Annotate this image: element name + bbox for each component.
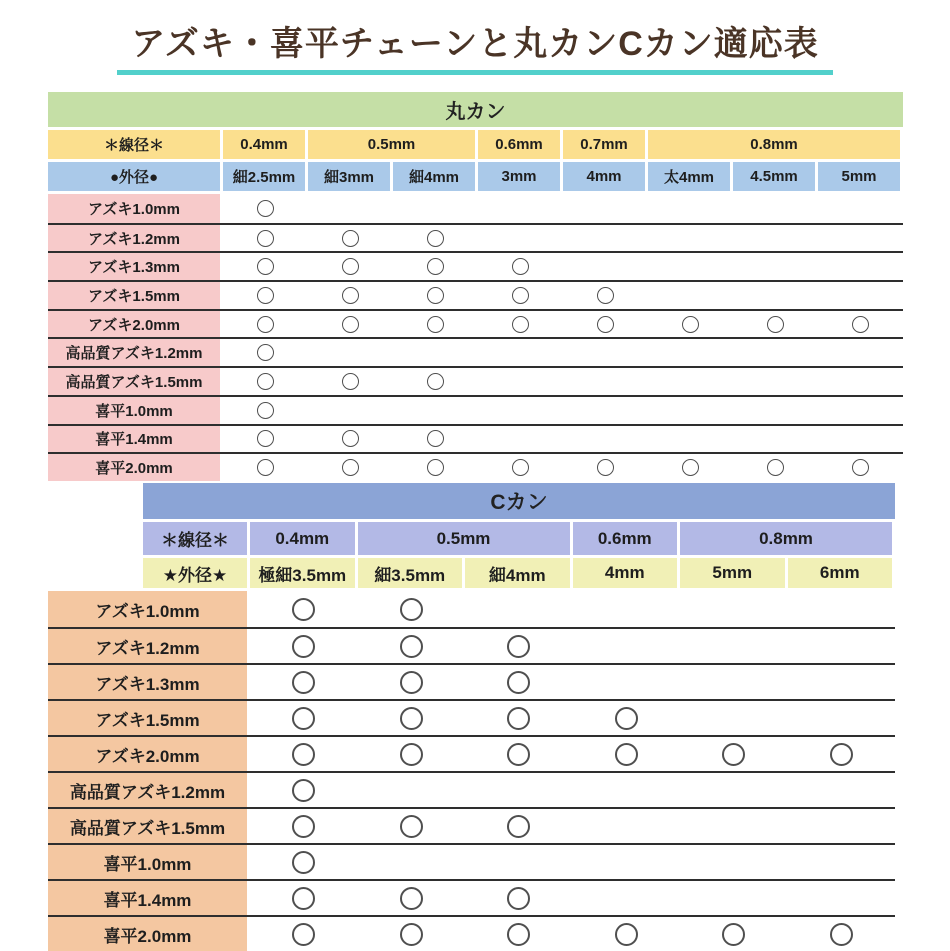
c-kan-row-label: アズキ1.5mm [48, 701, 247, 735]
c-kan-compat-cell-5mm [680, 591, 788, 627]
maru-kan-compat-cell-4mm [563, 454, 648, 481]
maru-kan-row-label: アズキ1.5mm [48, 282, 220, 309]
maru-kan-row-label: 喜平1.4mm [48, 426, 220, 453]
c-kan-compat-cell-4mm [573, 845, 681, 879]
maru-kan-compat-cell-太4mm [648, 426, 733, 453]
compatible-circle-mark [342, 459, 359, 476]
compatible-circle-mark [257, 402, 274, 419]
maru-kan-compat-cell-細2.5mm [223, 368, 308, 395]
compatible-circle-mark [427, 373, 444, 390]
maru-kan-compat-cell-5mm [818, 454, 903, 481]
maru-kan-compat-cell-細3mm [308, 339, 393, 366]
maru-kan-compat-cell-細4mm [393, 368, 478, 395]
maru-kan-compat-cell-細3mm [308, 311, 393, 338]
maru-kan-compat-cell-細4mm [393, 253, 478, 280]
maru-kan-outer-col-4mm: 4mm [563, 162, 645, 191]
c-kan-row-label: 喜平2.0mm [48, 917, 247, 951]
maru-kan-compat-cell-細3mm [308, 454, 393, 481]
maru-kan-outer-diameter-label: ●外径● [48, 162, 220, 191]
maru-kan-compat-cell-3mm [478, 368, 563, 395]
compatible-circle-mark [257, 430, 274, 447]
maru-kan-compat-cell-細4mm [393, 426, 478, 453]
maru-kan-compat-cell-太4mm [648, 194, 733, 223]
c-kan-wire-group-0.8mm: 0.8mm [680, 522, 892, 555]
maru-kan-compat-cell-4mm [563, 339, 648, 366]
c-kan-compat-cell-細3.5mm [358, 629, 466, 663]
c-kan-compat-cell-細4mm [465, 845, 573, 879]
compatible-circle-mark [400, 671, 423, 694]
c-kan-compat-cell-細3.5mm [358, 773, 466, 807]
maru-kan-compat-cell-5mm [818, 311, 903, 338]
c-kan-wire-group-0.4mm: 0.4mm [250, 522, 355, 555]
compatible-circle-mark [852, 316, 869, 333]
maru-kan-wire-diameter-row [48, 130, 903, 159]
page-title: アズキ・喜平チェーンと丸カンCカン適応表 [117, 14, 833, 75]
c-kan-compat-cell-細4mm [465, 737, 573, 771]
maru-kan-compat-cell-5mm [818, 194, 903, 223]
c-kan-row-label: アズキ1.2mm [48, 629, 247, 663]
maru-kan-compat-cell-3mm [478, 311, 563, 338]
c-kan-row-label: 喜平1.4mm [48, 881, 247, 915]
c-kan-table-title: Cカン [143, 483, 895, 519]
compatible-circle-mark [830, 743, 853, 766]
maru-kan-compat-cell-5mm [818, 339, 903, 366]
compatible-circle-mark [512, 459, 529, 476]
c-kan-compat-cell-細3.5mm [358, 809, 466, 843]
maru-kan-compat-cell-細3mm [308, 282, 393, 309]
maru-kan-compat-cell-太4mm [648, 253, 733, 280]
compatible-circle-mark [342, 258, 359, 275]
c-kan-compat-cell-細4mm [465, 773, 573, 807]
maru-kan-table [48, 92, 903, 481]
maru-kan-compat-cell-4.5mm [733, 282, 818, 309]
c-kan-row-アズキ1.2mm [48, 627, 895, 663]
maru-kan-row-label: アズキ1.0mm [48, 194, 220, 223]
c-kan-row-label: アズキ1.3mm [48, 665, 247, 699]
maru-kan-compat-cell-4.5mm [733, 339, 818, 366]
maru-kan-compat-cell-4mm [563, 311, 648, 338]
c-kan-table-body [48, 591, 895, 951]
maru-kan-compat-cell-4mm [563, 282, 648, 309]
maru-kan-compat-cell-太4mm [648, 339, 733, 366]
maru-kan-compat-cell-細2.5mm [223, 454, 308, 481]
maru-kan-outer-col-太4mm: 太4mm [648, 162, 730, 191]
maru-kan-compat-cell-太4mm [648, 454, 733, 481]
compatible-circle-mark [292, 923, 315, 946]
compatible-circle-mark [257, 316, 274, 333]
c-kan-row-アズキ1.5mm [48, 699, 895, 735]
c-kan-compat-cell-極細3.5mm [250, 917, 358, 951]
compatible-circle-mark [342, 373, 359, 390]
maru-kan-compat-cell-3mm [478, 339, 563, 366]
c-kan-compat-cell-細4mm [465, 629, 573, 663]
maru-kan-compat-cell-太4mm [648, 282, 733, 309]
c-kan-row-label: アズキ1.0mm [48, 591, 247, 627]
compatible-circle-mark [292, 743, 315, 766]
compatible-circle-mark [342, 287, 359, 304]
maru-kan-compat-cell-5mm [818, 253, 903, 280]
compatible-circle-mark [342, 230, 359, 247]
c-kan-wire-group-0.6mm: 0.6mm [573, 522, 678, 555]
c-kan-compat-cell-極細3.5mm [250, 881, 358, 915]
c-kan-row-アズキ1.0mm [48, 591, 895, 627]
c-kan-outer-diameter-label: ★外径★ [143, 558, 247, 588]
maru-kan-compat-cell-5mm [818, 225, 903, 252]
c-kan-compat-cell-4mm [573, 881, 681, 915]
maru-kan-compat-cell-4.5mm [733, 225, 818, 252]
compatible-circle-mark [292, 671, 315, 694]
compatible-circle-mark [512, 258, 529, 275]
c-kan-compat-cell-6mm [788, 629, 896, 663]
maru-kan-compat-cell-細4mm [393, 194, 478, 223]
c-kan-compat-cell-6mm [788, 701, 896, 735]
maru-kan-wire-group-0.6mm: 0.6mm [478, 130, 560, 159]
c-kan-compat-cell-細3.5mm [358, 881, 466, 915]
compatible-circle-mark [512, 316, 529, 333]
compatible-circle-mark [292, 635, 315, 658]
c-kan-compat-cell-極細3.5mm [250, 665, 358, 699]
c-kan-row-高品質アズキ1.5mm [48, 807, 895, 843]
maru-kan-wire-diameter-label: ＊線径＊ [48, 130, 220, 159]
c-kan-compat-cell-4mm [573, 629, 681, 663]
c-kan-row-label: 喜平1.0mm [48, 845, 247, 879]
maru-kan-row-label: アズキ1.3mm [48, 253, 220, 280]
maru-kan-outer-col-5mm: 5mm [818, 162, 900, 191]
c-kan-table [48, 483, 895, 951]
maru-kan-outer-col-3mm: 3mm [478, 162, 560, 191]
maru-kan-wire-group-0.5mm: 0.5mm [308, 130, 475, 159]
maru-kan-compat-cell-細2.5mm [223, 397, 308, 424]
compatible-circle-mark [427, 230, 444, 247]
maru-kan-compat-cell-太4mm [648, 397, 733, 424]
compatible-circle-mark [400, 707, 423, 730]
compatible-circle-mark [507, 923, 530, 946]
maru-kan-compat-cell-5mm [818, 397, 903, 424]
maru-kan-row-アズキ1.3mm [48, 251, 903, 280]
maru-kan-compat-cell-4mm [563, 253, 648, 280]
maru-kan-wire-group-0.7mm: 0.7mm [563, 130, 645, 159]
maru-kan-row-label: 高品質アズキ1.2mm [48, 339, 220, 366]
compatible-circle-mark [597, 459, 614, 476]
c-kan-compat-cell-4mm [573, 701, 681, 735]
compatible-circle-mark [292, 598, 315, 621]
maru-kan-compat-cell-細2.5mm [223, 282, 308, 309]
c-kan-row-喜平1.0mm [48, 843, 895, 879]
c-kan-compat-cell-6mm [788, 809, 896, 843]
maru-kan-compat-cell-4.5mm [733, 426, 818, 453]
c-kan-compat-cell-5mm [680, 845, 788, 879]
maru-kan-compat-cell-5mm [818, 426, 903, 453]
c-kan-compat-cell-4mm [573, 809, 681, 843]
c-kan-row-アズキ1.3mm [48, 663, 895, 699]
c-kan-compat-cell-極細3.5mm [250, 629, 358, 663]
maru-kan-compat-cell-3mm [478, 454, 563, 481]
maru-kan-compat-cell-3mm [478, 282, 563, 309]
c-kan-compat-cell-5mm [680, 665, 788, 699]
maru-kan-compat-cell-3mm [478, 225, 563, 252]
c-kan-compat-cell-6mm [788, 737, 896, 771]
c-kan-compat-cell-4mm [573, 737, 681, 771]
c-kan-compat-cell-細3.5mm [358, 665, 466, 699]
c-kan-compat-cell-細4mm [465, 881, 573, 915]
maru-kan-compat-cell-細3mm [308, 426, 393, 453]
c-kan-compat-cell-4mm [573, 665, 681, 699]
maru-kan-compat-cell-細3mm [308, 368, 393, 395]
compatible-circle-mark [427, 459, 444, 476]
c-kan-wire-group-0.5mm: 0.5mm [358, 522, 570, 555]
maru-kan-compat-cell-4mm [563, 194, 648, 223]
maru-kan-compat-cell-細4mm [393, 225, 478, 252]
c-kan-wire-diameter-row [143, 522, 895, 555]
compatible-circle-mark [257, 344, 274, 361]
maru-kan-outer-col-細2.5mm: 細2.5mm [223, 162, 305, 191]
maru-kan-compat-cell-4mm [563, 426, 648, 453]
compatible-circle-mark [292, 887, 315, 910]
compatible-circle-mark [722, 923, 745, 946]
c-kan-outer-col-細3.5mm: 細3.5mm [358, 558, 463, 588]
maru-kan-compat-cell-太4mm [648, 368, 733, 395]
c-kan-row-高品質アズキ1.2mm [48, 771, 895, 807]
maru-kan-row-高品質アズキ1.5mm [48, 366, 903, 395]
maru-kan-row-喜平1.4mm [48, 424, 903, 453]
c-kan-compat-cell-6mm [788, 917, 896, 951]
compatible-circle-mark [400, 815, 423, 838]
compatible-circle-mark [507, 671, 530, 694]
c-kan-compat-cell-極細3.5mm [250, 701, 358, 735]
maru-kan-compat-cell-4mm [563, 397, 648, 424]
c-kan-compat-cell-極細3.5mm [250, 591, 358, 627]
maru-kan-wire-group-0.4mm: 0.4mm [223, 130, 305, 159]
maru-kan-compat-cell-細4mm [393, 339, 478, 366]
compatible-circle-mark [400, 635, 423, 658]
c-kan-compat-cell-6mm [788, 845, 896, 879]
maru-kan-compat-cell-細3mm [308, 397, 393, 424]
compatible-circle-mark [292, 851, 315, 874]
maru-kan-row-アズキ1.5mm [48, 280, 903, 309]
compatible-circle-mark [767, 459, 784, 476]
compatible-circle-mark [400, 887, 423, 910]
c-kan-compat-cell-細4mm [465, 591, 573, 627]
maru-kan-compat-cell-4.5mm [733, 253, 818, 280]
compatible-circle-mark [767, 316, 784, 333]
maru-kan-wire-group-0.8mm: 0.8mm [648, 130, 900, 159]
compatible-circle-mark [427, 287, 444, 304]
compatible-circle-mark [507, 743, 530, 766]
c-kan-compat-cell-5mm [680, 737, 788, 771]
c-kan-row-喜平2.0mm [48, 915, 895, 951]
c-kan-wire-diameter-label: ＊線径＊ [143, 522, 247, 555]
c-kan-outer-col-4mm: 4mm [573, 558, 678, 588]
c-kan-compat-cell-6mm [788, 881, 896, 915]
compatible-circle-mark [507, 887, 530, 910]
maru-kan-compat-cell-細2.5mm [223, 194, 308, 223]
compatible-circle-mark [292, 779, 315, 802]
maru-kan-compat-cell-3mm [478, 397, 563, 424]
compatible-circle-mark [852, 459, 869, 476]
c-kan-compat-cell-5mm [680, 881, 788, 915]
maru-kan-compat-cell-3mm [478, 426, 563, 453]
maru-kan-compat-cell-細4mm [393, 454, 478, 481]
compatible-circle-mark [615, 743, 638, 766]
maru-kan-row-label: 喜平2.0mm [48, 454, 220, 481]
compatible-circle-mark [682, 459, 699, 476]
maru-kan-compat-cell-細3mm [308, 194, 393, 223]
c-kan-compat-cell-細3.5mm [358, 701, 466, 735]
compatible-circle-mark [292, 707, 315, 730]
compatible-circle-mark [257, 200, 274, 217]
compatible-circle-mark [400, 743, 423, 766]
c-kan-compat-cell-5mm [680, 701, 788, 735]
maru-kan-compat-cell-細2.5mm [223, 339, 308, 366]
compatible-circle-mark [342, 316, 359, 333]
compatible-circle-mark [257, 373, 274, 390]
compatible-circle-mark [257, 230, 274, 247]
maru-kan-compat-cell-細4mm [393, 282, 478, 309]
c-kan-compat-cell-細3.5mm [358, 737, 466, 771]
maru-kan-compat-cell-細2.5mm [223, 253, 308, 280]
compatible-circle-mark [427, 258, 444, 275]
compatible-circle-mark [682, 316, 699, 333]
c-kan-outer-col-細4mm: 細4mm [465, 558, 570, 588]
maru-kan-row-label: 喜平1.0mm [48, 397, 220, 424]
maru-kan-compat-cell-4.5mm [733, 454, 818, 481]
compatible-circle-mark [400, 598, 423, 621]
maru-kan-compat-cell-4mm [563, 368, 648, 395]
compatible-circle-mark [507, 635, 530, 658]
c-kan-row-label: 高品質アズキ1.5mm [48, 809, 247, 843]
compatible-circle-mark [597, 316, 614, 333]
c-kan-compat-cell-細3.5mm [358, 845, 466, 879]
c-kan-compat-cell-4mm [573, 591, 681, 627]
maru-kan-table-title: 丸カン [48, 92, 903, 127]
compatible-circle-mark [830, 923, 853, 946]
c-kan-compat-cell-6mm [788, 665, 896, 699]
maru-kan-compat-cell-5mm [818, 368, 903, 395]
maru-kan-outer-col-細3mm: 細3mm [308, 162, 390, 191]
c-kan-compat-cell-4mm [573, 773, 681, 807]
maru-kan-compat-cell-4.5mm [733, 311, 818, 338]
maru-kan-compat-cell-3mm [478, 194, 563, 223]
maru-kan-compat-cell-太4mm [648, 225, 733, 252]
compatible-circle-mark [427, 430, 444, 447]
compatible-circle-mark [597, 287, 614, 304]
c-kan-outer-col-極細3.5mm: 極細3.5mm [250, 558, 355, 588]
maru-kan-row-アズキ1.2mm [48, 223, 903, 252]
maru-kan-compat-cell-4.5mm [733, 194, 818, 223]
c-kan-row-アズキ2.0mm [48, 735, 895, 771]
c-kan-compat-cell-細4mm [465, 665, 573, 699]
compatible-circle-mark [615, 923, 638, 946]
maru-kan-compat-cell-細2.5mm [223, 426, 308, 453]
c-kan-row-label: 高品質アズキ1.2mm [48, 773, 247, 807]
c-kan-compat-cell-極細3.5mm [250, 773, 358, 807]
c-kan-row-喜平1.4mm [48, 879, 895, 915]
compatible-circle-mark [257, 287, 274, 304]
maru-kan-compat-cell-細4mm [393, 311, 478, 338]
c-kan-compat-cell-細4mm [465, 917, 573, 951]
maru-kan-row-label: アズキ1.2mm [48, 225, 220, 252]
c-kan-compat-cell-細4mm [465, 701, 573, 735]
maru-kan-compat-cell-太4mm [648, 311, 733, 338]
maru-kan-row-喜平2.0mm [48, 452, 903, 481]
c-kan-compat-cell-極細3.5mm [250, 809, 358, 843]
compatible-circle-mark [342, 430, 359, 447]
maru-kan-compat-cell-4.5mm [733, 397, 818, 424]
compatible-circle-mark [257, 258, 274, 275]
c-kan-compat-cell-細3.5mm [358, 591, 466, 627]
compatible-circle-mark [257, 459, 274, 476]
maru-kan-compat-cell-細4mm [393, 397, 478, 424]
c-kan-outer-col-6mm: 6mm [788, 558, 893, 588]
c-kan-compat-cell-6mm [788, 591, 896, 627]
c-kan-compat-cell-5mm [680, 809, 788, 843]
c-kan-compat-cell-5mm [680, 773, 788, 807]
maru-kan-row-label: アズキ2.0mm [48, 311, 220, 338]
compatible-circle-mark [427, 316, 444, 333]
maru-kan-row-アズキ2.0mm [48, 309, 903, 338]
maru-kan-row-アズキ1.0mm [48, 194, 903, 223]
c-kan-compat-cell-細3.5mm [358, 917, 466, 951]
compatible-circle-mark [512, 287, 529, 304]
compatible-circle-mark [292, 815, 315, 838]
compatible-circle-mark [722, 743, 745, 766]
maru-kan-compat-cell-細2.5mm [223, 225, 308, 252]
compatible-circle-mark [615, 707, 638, 730]
c-kan-compat-cell-5mm [680, 629, 788, 663]
compatible-circle-mark [507, 707, 530, 730]
compatible-circle-mark [507, 815, 530, 838]
maru-kan-compat-cell-細2.5mm [223, 311, 308, 338]
maru-kan-compat-cell-4mm [563, 225, 648, 252]
maru-kan-table-body [48, 194, 903, 481]
c-kan-outer-diameter-row [143, 558, 895, 588]
maru-kan-row-喜平1.0mm [48, 395, 903, 424]
maru-kan-compat-cell-3mm [478, 253, 563, 280]
maru-kan-compat-cell-5mm [818, 282, 903, 309]
compatible-circle-mark [400, 923, 423, 946]
c-kan-compat-cell-5mm [680, 917, 788, 951]
c-kan-compat-cell-極細3.5mm [250, 737, 358, 771]
maru-kan-compat-cell-細3mm [308, 253, 393, 280]
maru-kan-outer-diameter-row [48, 162, 903, 191]
c-kan-outer-col-5mm: 5mm [680, 558, 785, 588]
c-kan-row-label: アズキ2.0mm [48, 737, 247, 771]
c-kan-compat-cell-4mm [573, 917, 681, 951]
c-kan-compat-cell-6mm [788, 773, 896, 807]
title-wrap [0, 14, 950, 75]
maru-kan-outer-col-細4mm: 細4mm [393, 162, 475, 191]
maru-kan-compat-cell-4.5mm [733, 368, 818, 395]
maru-kan-row-label: 高品質アズキ1.5mm [48, 368, 220, 395]
maru-kan-compat-cell-細3mm [308, 225, 393, 252]
maru-kan-row-高品質アズキ1.2mm [48, 337, 903, 366]
maru-kan-outer-col-4.5mm: 4.5mm [733, 162, 815, 191]
c-kan-compat-cell-極細3.5mm [250, 845, 358, 879]
c-kan-compat-cell-細4mm [465, 809, 573, 843]
